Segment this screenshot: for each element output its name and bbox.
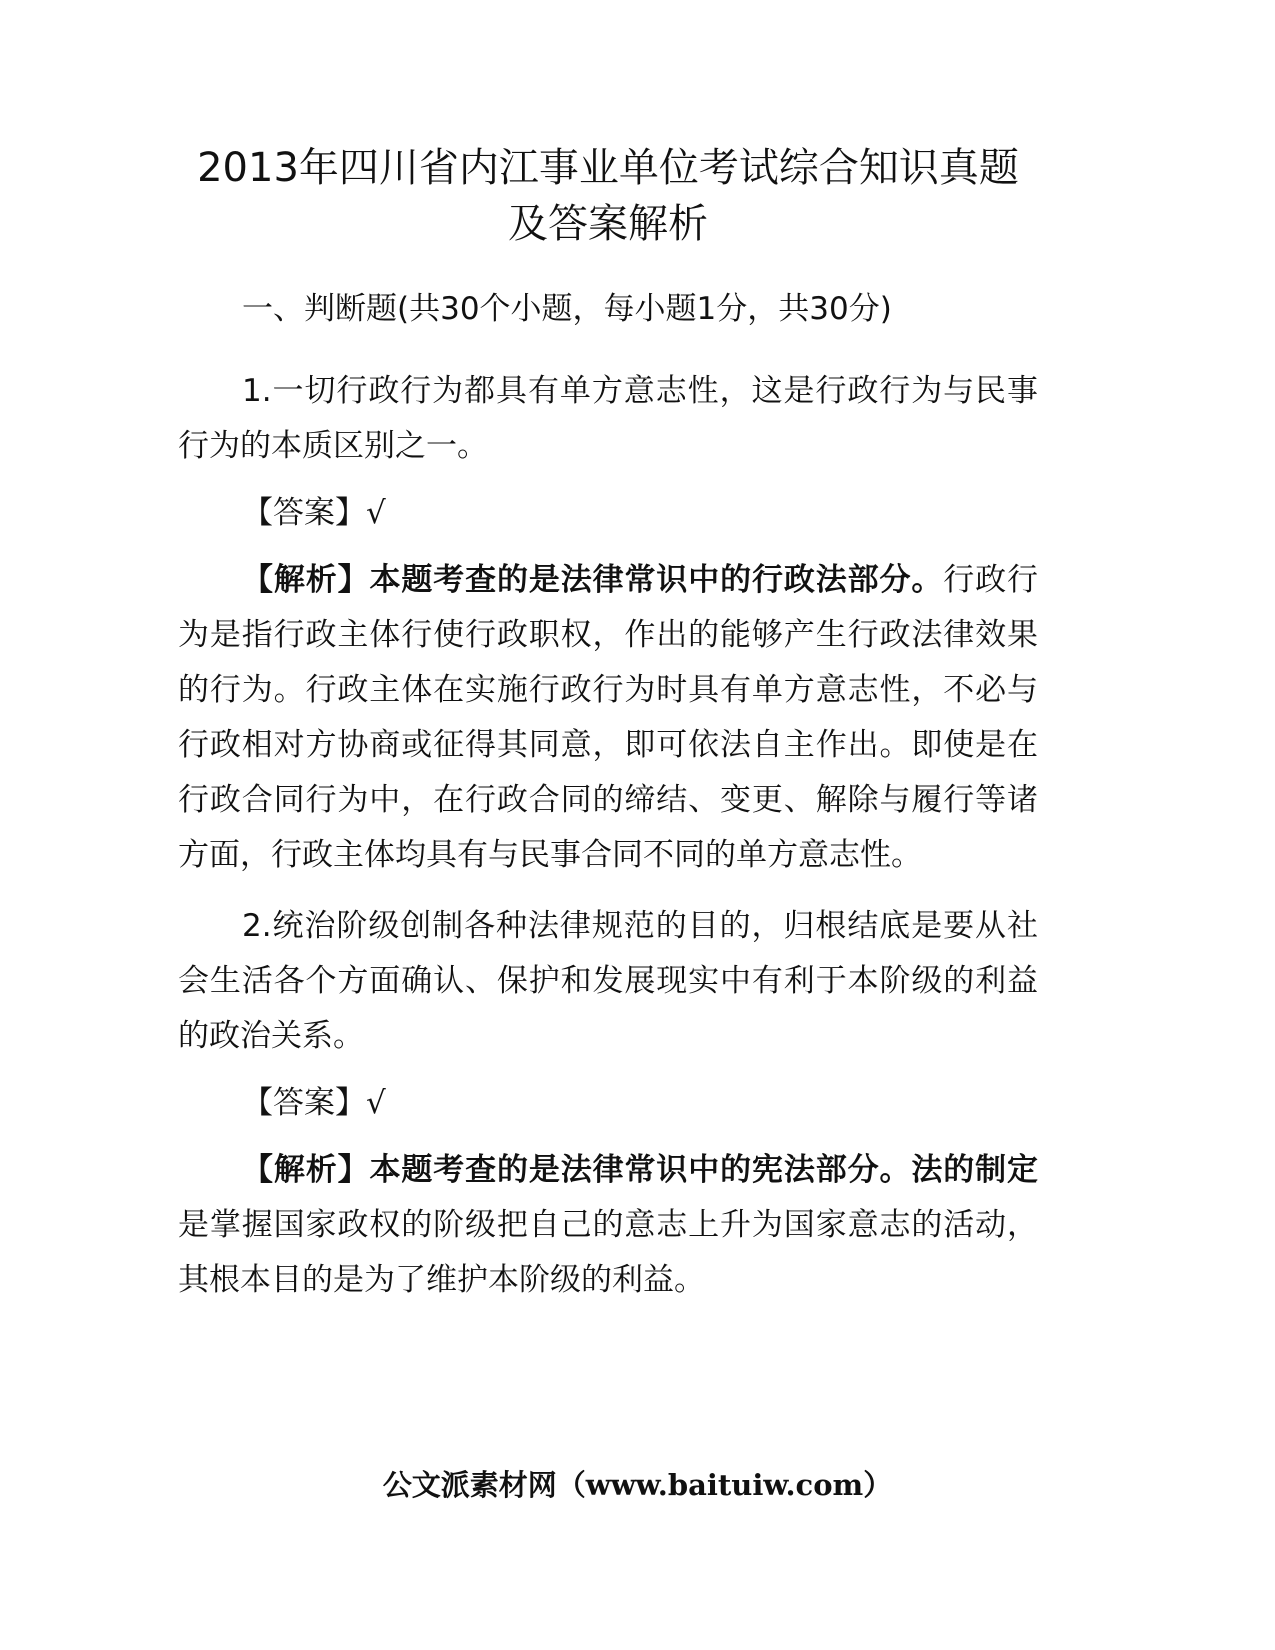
answer-value: √ [366, 1085, 386, 1121]
explanation-label: 【解析】本题考查的是法律常识中的宪法部分。法的制定 [242, 1152, 1038, 1188]
answer-label: 【答案】 [242, 1085, 366, 1121]
explanation-body: 行政行为是指行政主体行使行政职权，作出的能够产生行政法律效果的行为。行政主体在实施行政行为时具有单方意志性，不必与行政相对方协商或征得其同意，即可依法自主作出。即使是在行政合同行为中，在行政合同的缔结、变更、解除与履行等诸方面，行政主体均具有与民事合同不同的单方意志性。 [178, 562, 1038, 873]
answer-label: 【答案】 [242, 495, 366, 531]
question-1-explanation [178, 553, 1038, 883]
question-2-explanation [178, 1143, 1038, 1308]
title-line-2: 及答案解析 [508, 201, 708, 247]
answer-value: √ [366, 495, 386, 531]
explanation-label: 【解析】本题考查的是法律常识中的行政法部分。 [242, 562, 944, 598]
page-footer: 公文派素材网（www.baituiw.com） [382, 1468, 893, 1502]
question-1-answer [178, 486, 1038, 541]
question-1-text: 1.一切行政行为都具有单方意志性，这是行政行为与民事行为的本质区别之一。 [178, 373, 1038, 464]
document-body [178, 140, 1038, 1308]
explanation-body: 是掌握国家政权的阶级把自己的意志上升为国家意志的活动，其根本目的是为了维护本阶级的利益。 [178, 1207, 1038, 1298]
document-title [178, 140, 1038, 252]
question-2-answer [178, 1076, 1038, 1131]
question-2-text: 2.统治阶级创制各种法律规范的目的，归根结底是要从社会生活各个方面确认、保护和发展现实中有利于本阶级的利益的政治关系。 [178, 908, 1038, 1054]
section-heading: 一、判断题(共30个小题，每小题1分，共30分) [242, 291, 892, 327]
title-line-1: 2013年四川省内江事业单位考试综合知识真题 [197, 145, 1019, 191]
